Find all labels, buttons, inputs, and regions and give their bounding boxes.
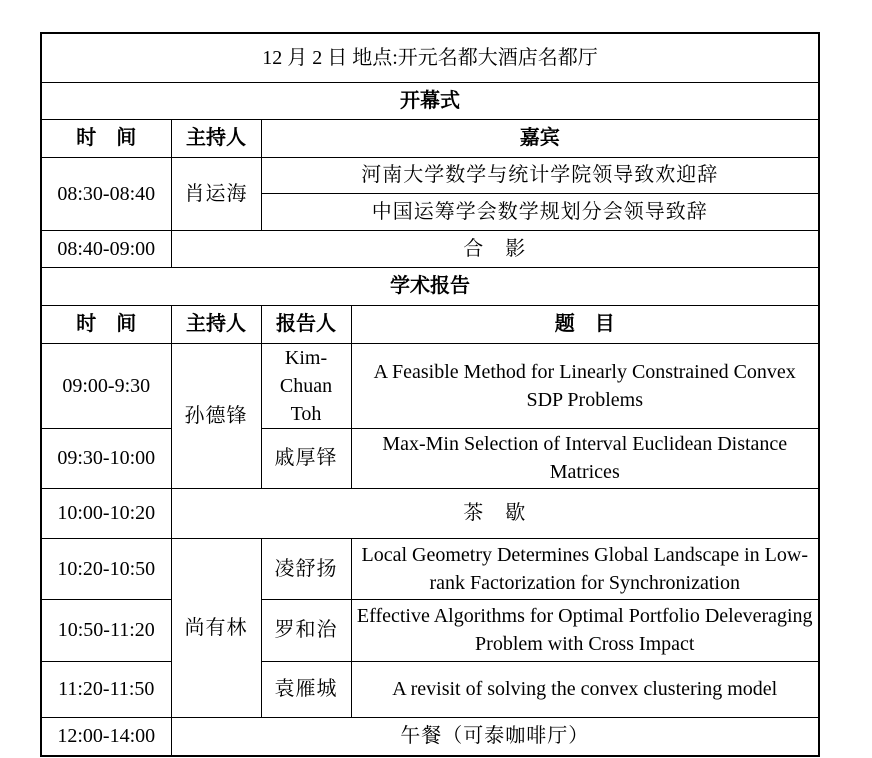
col-header-time: 时 间 — [41, 119, 171, 157]
talk-title: Local Geometry Determines Global Landscape in Low-rank Factorization for Synchronization — [351, 538, 819, 599]
talk-time: 09:30-10:00 — [41, 428, 171, 488]
lunch-time: 12:00-14:00 — [41, 717, 171, 756]
talk-title: Effective Algorithms for Optimal Portfolio Deleveraging Problem with Cross Impact — [351, 599, 819, 661]
talk-row — [41, 599, 819, 661]
photo-row — [41, 230, 819, 267]
talk-time: 09:00-9:30 — [41, 343, 171, 428]
talk-row — [41, 538, 819, 599]
welcome-time: 08:30-08:40 — [41, 157, 171, 230]
photo-event: 合 影 — [171, 230, 819, 267]
col-header-speaker: 报告人 — [261, 305, 351, 343]
talk-speaker: Kim-Chuan Toh — [261, 343, 351, 428]
talk-title: Max-Min Selection of Interval Euclidean Distance Matrices — [351, 428, 819, 488]
talk-speaker: 罗和治 — [261, 599, 351, 661]
talk-speaker: 戚厚铎 — [261, 428, 351, 488]
welcome-guest-line1: 河南大学数学与统计学院领导致欢迎辞 — [261, 157, 819, 193]
session1-chair: 孙德锋 — [171, 343, 261, 488]
talk-row — [41, 428, 819, 488]
tea-break-time: 10:00-10:20 — [41, 488, 171, 538]
talk-row — [41, 343, 819, 428]
lunch-event: 午餐（可泰咖啡厅） — [171, 717, 819, 756]
lunch-row — [41, 717, 819, 756]
welcome-row — [41, 157, 819, 193]
talk-speaker: 袁雁城 — [261, 661, 351, 717]
col-header-talk-title: 题 目 — [351, 305, 819, 343]
talk-time: 11:20-11:50 — [41, 661, 171, 717]
talk-time: 10:50-11:20 — [41, 599, 171, 661]
section-title-opening-ceremony: 开幕式 — [41, 82, 819, 119]
welcome-guest-line2: 中国运筹学会数学规划分会领导致辞 — [261, 193, 819, 230]
conference-schedule-table — [40, 32, 820, 757]
col-header-chair-2: 主持人 — [171, 305, 261, 343]
talk-title: A Feasible Method for Linearly Constrained Convex SDP Problems — [351, 343, 819, 428]
photo-time: 08:40-09:00 — [41, 230, 171, 267]
tea-break-row — [41, 488, 819, 538]
welcome-chair: 肖运海 — [171, 157, 261, 230]
table-title-date-venue: 12 月 2 日 地点:开元名都大酒店名都厅 — [41, 33, 819, 82]
talk-row — [41, 661, 819, 717]
talk-title: A revisit of solving the convex clustering model — [351, 661, 819, 717]
col-header-chair: 主持人 — [171, 119, 261, 157]
col-header-guest: 嘉宾 — [261, 119, 819, 157]
col-header-time-2: 时 间 — [41, 305, 171, 343]
session2-chair: 尚有林 — [171, 538, 261, 717]
section-title-academic-reports: 学术报告 — [41, 267, 819, 305]
talk-time: 10:20-10:50 — [41, 538, 171, 599]
talk-speaker: 凌舒扬 — [261, 538, 351, 599]
tea-break-event: 茶 歇 — [171, 488, 819, 538]
